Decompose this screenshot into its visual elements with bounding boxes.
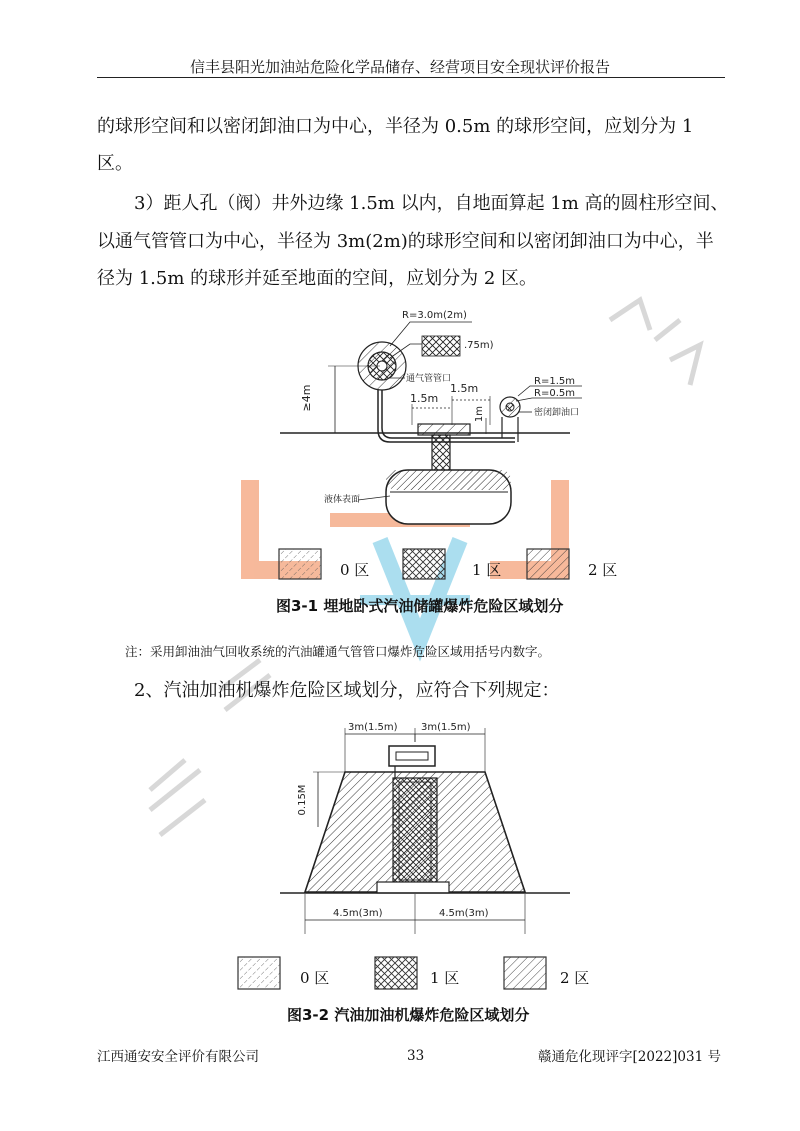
- label-dim-c: 1m: [474, 405, 485, 423]
- manhole-zone2: [418, 424, 470, 435]
- legend1-zone2-swatch: [526, 548, 571, 580]
- page-header-title: 信丰县阳光加油站危险化学品储存、经营项目安全现状评价报告: [189, 58, 610, 76]
- legend1-zone1-swatch: [402, 548, 447, 580]
- dispenser-zone1: [393, 778, 437, 882]
- legend2-zone0-label: 0 区: [300, 969, 330, 987]
- legend2-zone2-label: 2 区: [560, 969, 590, 987]
- legend1-zone0-label: 0 区: [340, 561, 370, 579]
- legend1-zone1-label: 1 区: [472, 561, 502, 579]
- figure-1-diagram: [240, 300, 620, 590]
- body-line-5: 径为 1.5m 的球形并延至地面的空间，应划分为 2 区。: [97, 268, 538, 289]
- label-unload-port: 密闭卸油口: [534, 408, 580, 418]
- footer-doc-number: 赣通危化现评字[2022]031 号: [538, 1049, 721, 1065]
- label-r-vent-outer: R=3.0m(2m): [402, 310, 467, 321]
- label-height-dim: ≥4m: [300, 384, 313, 412]
- label-r-unload-inner: R=0.5m: [534, 388, 575, 399]
- legend1-zone0-swatch: [278, 548, 323, 580]
- legend2-zone2-swatch: [503, 956, 548, 990]
- body-line-4: 以通气管管口为中心，半径为 3m(2m)的球形空间和以密闭卸油口为中心，半: [97, 231, 714, 252]
- label-top-left: 3m(1.5m): [348, 722, 398, 733]
- label-r-unload-outer: R=1.5m: [534, 376, 575, 387]
- body-line-1: 的球形空间和以密闭卸油口为中心，半径为 0.5m 的球形空间，应划分为 1: [97, 116, 694, 137]
- dispenser-base: [377, 882, 449, 893]
- legend1-zone2-label: 2 区: [588, 561, 618, 579]
- watermark-grey-stroke-1: [150, 760, 205, 835]
- body-line-2: 区。: [97, 153, 133, 174]
- figure-1-caption: 图3-1 埋地卧式汽油储罐爆炸危险区域划分: [276, 597, 564, 615]
- label-r-vent-inner: .75m): [464, 340, 494, 351]
- figure-2-diagram: [275, 712, 575, 947]
- label-liquid-surface: 液体表面: [324, 495, 361, 505]
- figure-2-caption: 图3-2 汽油加油机爆炸危险区域划分: [287, 1006, 530, 1024]
- legend2-zone1-label: 1 区: [430, 969, 460, 987]
- unload-zone1-circle: [506, 403, 514, 411]
- watermark-grey-stroke-4: [670, 345, 700, 385]
- zone1-sample-box: [422, 336, 460, 356]
- tank-zone0-vapor: [386, 470, 511, 490]
- label-vent-pipe: 通气管管口: [406, 374, 452, 384]
- footer-company: 江西通安安全评价有限公司: [97, 1049, 259, 1065]
- label-side: 0.15M: [297, 784, 308, 816]
- label-bottom-left: 4.5m(3m): [333, 908, 383, 919]
- label-dim-b: 1.5m: [450, 382, 479, 395]
- body-line-3: 3）距人孔（阀）井外边缘 1.5m 以内，自地面算起 1m 高的圆柱形空间、: [134, 193, 729, 214]
- section-2-heading: 2、汽油加油机爆炸危险区域划分，应符合下列规定：: [134, 680, 560, 701]
- label-bottom-right: 4.5m(3m): [439, 908, 489, 919]
- label-top-right: 3m(1.5m): [421, 722, 471, 733]
- legend2-zone0-swatch: [237, 956, 282, 990]
- figure-1-note: 注：采用卸油油气回收系统的汽油罐通气管管口爆炸危险区域用括号内数字。: [125, 644, 551, 659]
- label-dim-a: 1.5m: [410, 392, 439, 405]
- footer-page-number: 33: [407, 1048, 425, 1064]
- watermark-grey-stroke-3: [610, 300, 680, 340]
- legend2-zone1-swatch: [374, 956, 419, 990]
